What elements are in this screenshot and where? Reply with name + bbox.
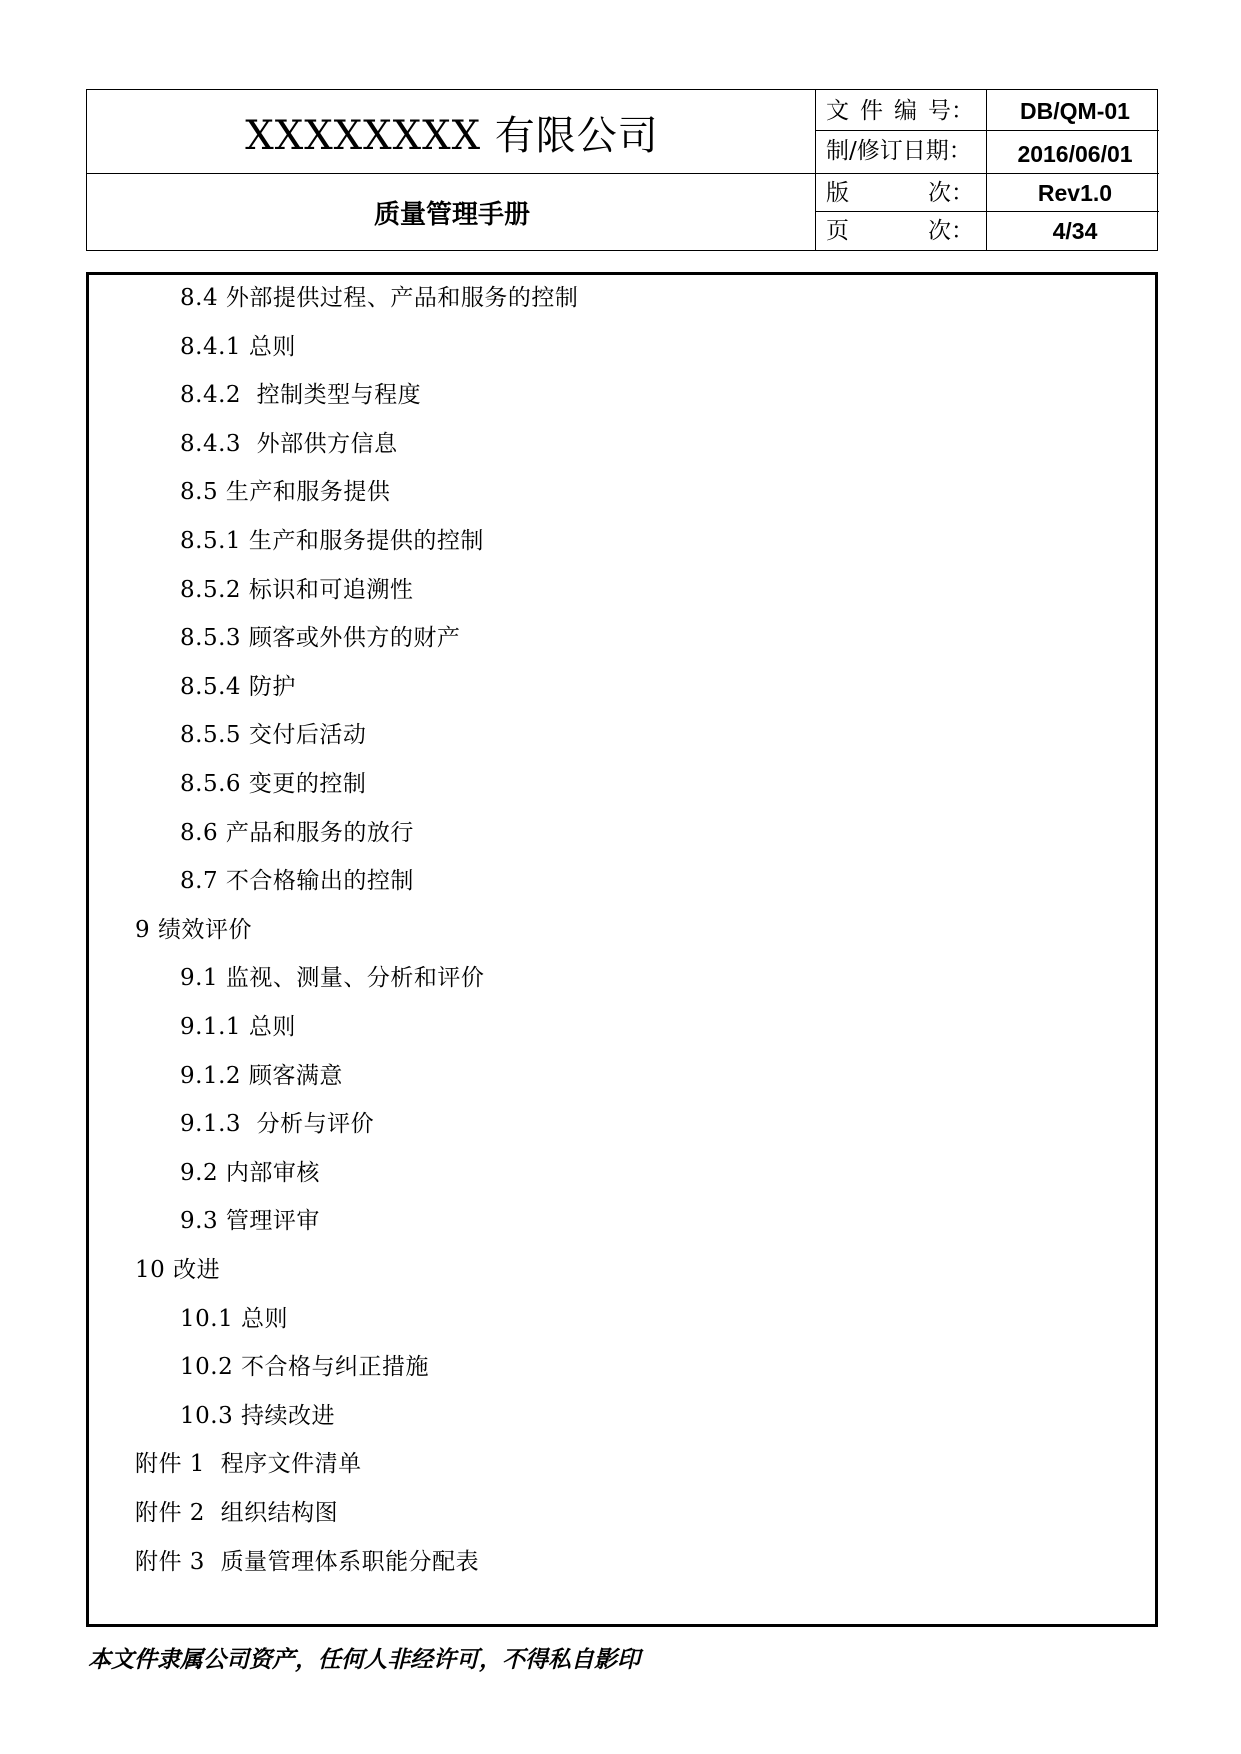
- toc-item: 10.2 不合格与纠正措施: [180, 1354, 430, 1381]
- toc-item: 8.5 生产和服务提供: [180, 479, 391, 506]
- version-value: Rev1.0: [1037, 180, 1113, 206]
- content-box: [86, 272, 1158, 1627]
- document-header-table: [86, 89, 1158, 251]
- toc-item: 10.1 总则: [180, 1305, 289, 1332]
- toc-item: 9.1.1 总则: [180, 1014, 296, 1040]
- toc-item: 9.1.2 顾客满意: [180, 1062, 343, 1089]
- company-name: XXXXXXXX 有限公司: [245, 112, 659, 159]
- toc-item: 附件 2 组织结构图: [135, 1500, 339, 1526]
- page-label: 页 次：: [826, 218, 974, 244]
- toc-item: 9.1.3 分析与评价: [180, 1111, 375, 1138]
- toc-item: 8.5.5 交付后活动: [180, 722, 367, 749]
- revision-date-label: 制/修订日期：: [826, 138, 972, 164]
- toc-item: 8.7 不合格输出的控制: [180, 868, 414, 895]
- toc-item: 10.3 持续改进: [180, 1402, 336, 1429]
- manual-title: 质量管理手册: [373, 199, 530, 230]
- toc-item: 9 绩效评价: [135, 916, 252, 943]
- page-value: 4/34: [1052, 218, 1098, 244]
- toc-item: 8.5.2 标识和可追溯性: [180, 576, 414, 603]
- toc-item: 9.1 监视、测量、分析和评价: [180, 965, 485, 992]
- toc-item: 8.4.1 总则: [180, 333, 296, 360]
- toc-item: 8.5.4 防护: [180, 673, 296, 700]
- toc-item: 附件 1 程序文件清单: [135, 1451, 362, 1478]
- toc-item: 9.3 管理评审: [180, 1208, 320, 1235]
- toc-item: 8.4 外部提供过程、产品和服务的控制: [180, 285, 579, 311]
- doc-number-value: DB/QM-01: [1020, 98, 1130, 124]
- toc-item: 8.4.3 外部供方信息: [180, 430, 398, 457]
- toc-item: 附件 3 质量管理体系职能分配表: [135, 1548, 480, 1575]
- toc-item: 8.5.3 顾客或外供方的财产: [180, 625, 461, 652]
- footer-note: 本文件隶属公司资产，任何人非经许可，不得私自影印: [88, 1647, 640, 1673]
- revision-date-value: 2016/06/01: [1017, 141, 1133, 167]
- toc-item: 8.6 产品和服务的放行: [180, 819, 414, 846]
- toc-item: 8.5.6 变更的控制: [180, 771, 367, 797]
- toc-item: 8.4.2 控制类型与程度: [180, 382, 422, 409]
- version-label: 版 次：: [826, 180, 974, 206]
- doc-number-label: 文 件 编 号：: [826, 98, 974, 124]
- toc-item: 8.5.1 生产和服务提供的控制: [180, 528, 484, 554]
- toc-item: 10 改进: [135, 1257, 221, 1283]
- header-divider: [815, 130, 1159, 131]
- toc-item: 9.2 内部审核: [180, 1159, 320, 1186]
